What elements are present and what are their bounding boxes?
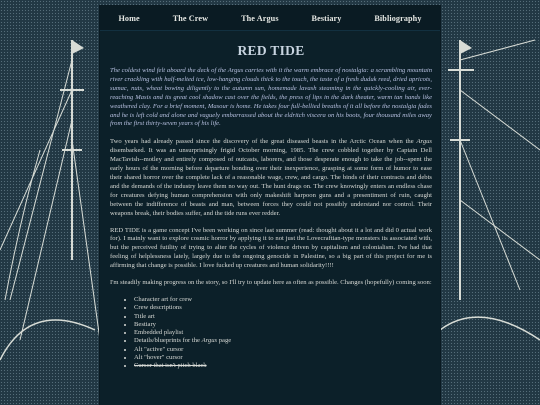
list-item: • Character art for crew	[134, 296, 432, 304]
argus-ship-name: Argus	[201, 337, 218, 345]
main-panel	[100, 6, 440, 405]
upcoming-changes-list	[124, 296, 432, 371]
intro-paragraph: The coldest wind felt aboard the deck of the Argus carries with it the warm embrace of nostalgia: a scrambling mountain river crackling with half-melted ice, low-hanging clouds thick to the touch, the taste of a fresh duduk reed, dried apricots, sumac, nuts, wheat bowing diligently to the autumn sun, homemade lavash steaming in the quickly-cooling air, ever-reaching Masis and its great cool shadow cast over the fields, the press of lips in the dark theater, warm tan hands like weathered clay. For a brief moment, Masour is home. He takes four full-bellied breaths of it all before the nostalgia fades and he is left cold and alone and vaguely embarrassed about the eldritch viscera on his boots, four thousand miles away from the first thirty-seven years of his life.	[110, 67, 432, 128]
story-text-start: Two years had already passed since the discovery of the great diseased beasts in the Arctic Ocean when the	[110, 138, 417, 146]
page-content	[100, 43, 440, 371]
nav-bestiary-link[interactable]: Bestiary	[311, 13, 342, 23]
list-item: • Crew descriptions	[134, 304, 432, 312]
details-text-start: Details/blueprints for the	[134, 337, 202, 345]
list-item: • Embedded playlist	[134, 329, 432, 337]
details-text-end: page	[217, 337, 232, 345]
concept-paragraph: RED TIDE is a game concept I've been working on since last summer (read: thought about it a lot and did 0 actual work for). I mainly want to explore cosmic horror by applying it to not just the Lovecraftian-type monsters its associated with, but the perceived futility of trying to alter the cycles of violence driven by capitalism and colonialism. I've had that feeling of helplessness lately, largely due to the ongoing genocide in Palestine, so a big part of this project for me is affirming that change is possible. I love fucked up creatures and human solidarity!!!!	[110, 226, 432, 270]
list-item	[134, 337, 432, 345]
list-item: • Alt "hover" cursor	[134, 354, 432, 362]
page-title: RED TIDE	[237, 43, 305, 58]
list-item: • Title art	[134, 313, 432, 321]
progress-paragraph: I'm steadily making progress on the story, so I'll try to update here as often as possible. Changes (hopefully) coming soon:	[110, 279, 432, 287]
argus-ship-name: Argus	[416, 138, 432, 146]
list-item-completed	[134, 362, 432, 370]
nav-argus-link[interactable]: The Argus	[241, 13, 279, 23]
list-item: • Alt "active" cursor	[134, 346, 432, 354]
ship-mast-illustration-left	[0, 0, 100, 405]
top-nav	[100, 6, 440, 31]
ship-mast-illustration-right	[440, 0, 540, 405]
nav-crew-link[interactable]: The Crew	[172, 13, 209, 23]
completed-item-text: Cursor that isn't pitch black	[134, 362, 207, 370]
story-text-end: disembarked. It was an unsurprisingly frigid October morning, 1985. The crew cobbled together by Captain Dell MacTavish--motley and entirely composed of outcasts, laborers, and those desperate enough to take the job--spent the early hours of the morning before departure bonding over their inexperience, grasping at some form of humor to ease their shared horror over the complete lack of a reasonable wage, crew, and cargo. The binds of their contracts and debts and the demands of the industry leave them no way out. The hunt drags on. The crew knowingly enters an endless chase for creatures defying human comprehension with only makeshift harpoon guns and a presentiment of ruin, caught between the indifference of beasts and man, between forces they could not possibly understand nor control. Their weapons break, their bodies suffer, and the tide runs ever redder.	[110, 147, 432, 217]
list-item: • Bestiary	[134, 321, 432, 329]
story-paragraph	[110, 138, 432, 218]
nav-bibliography-link[interactable]: Bibliography	[374, 13, 422, 23]
nav-home-link[interactable]: Home	[118, 13, 140, 23]
